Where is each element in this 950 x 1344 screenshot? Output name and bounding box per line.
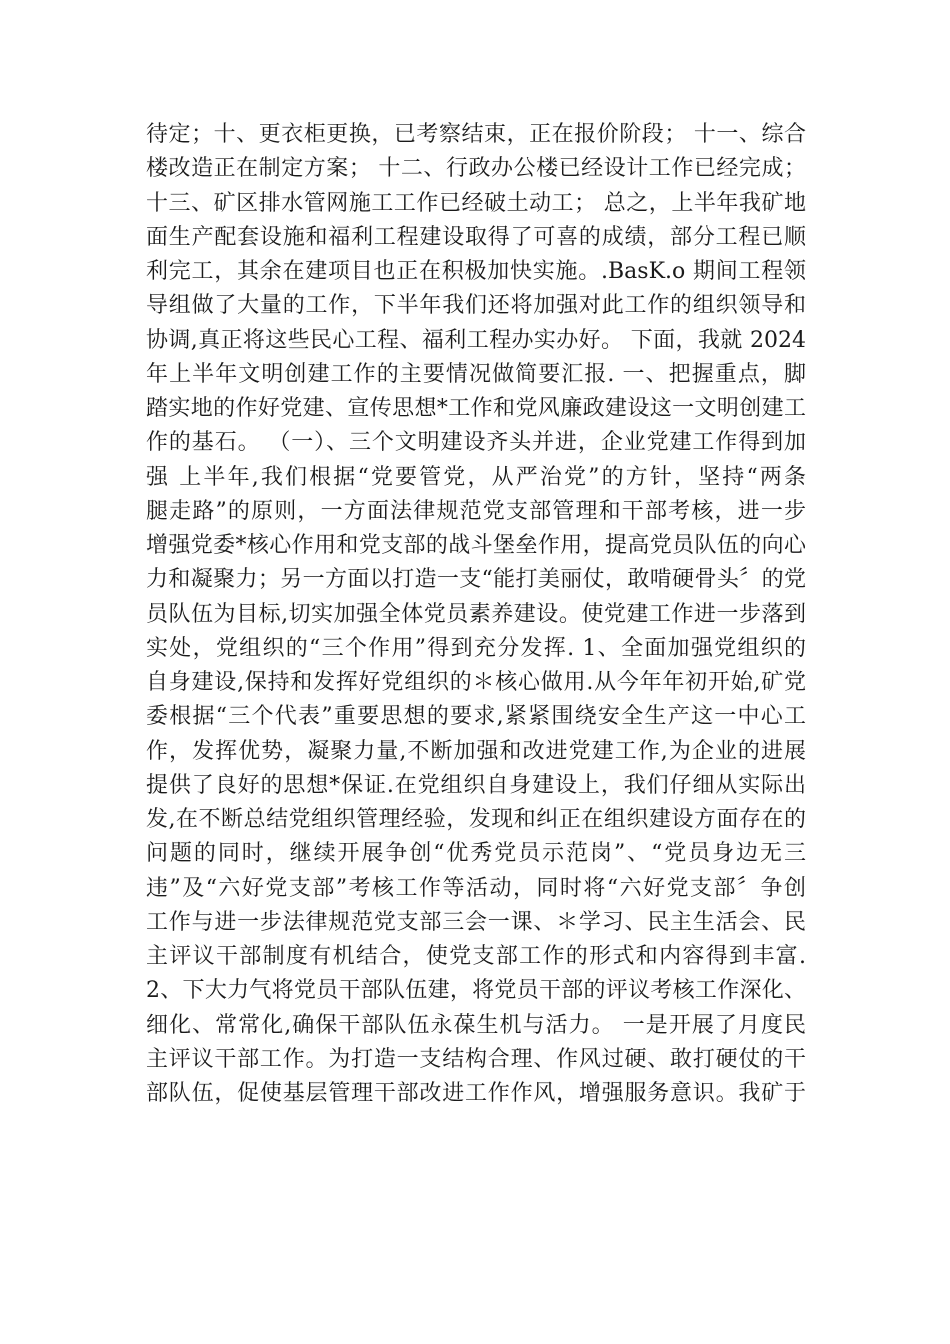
text-line: 实处，党组织的“三个作用”得到充分发挥. 1、全面加强党组织的 [146,635,806,661]
text-line: 踏实地的作好党建、宣传思想*工作和党风廉政建设这一文明创建工 [146,396,806,421]
text-line: 作，发挥优势，凝聚力量,不断加强和改进党建工作,为企业的进展 [146,738,806,764]
text-line: 导组做了大量的工作，下半年我们还将加强对此工作的组织领导和 [146,293,806,319]
text-line: 面生产配套设施和福利工程建设取得了可喜的成绩，部分工程已顺 [146,224,806,250]
text-line: 违”及“六好党支部”考核工作等活动，同时将“六好党支部〞争创 [146,875,806,901]
text-line: 腿走路”的原则，一方面法律规范党支部管理和干部考核，进一步 [146,498,806,524]
text-line: 细化、常常化,确保干部队伍永葆生机与活力。 一是开展了月度民 [146,1012,806,1038]
text-line: 利完工，其余在建项目也正在积极加快实施。.BasK.o 期间工程领 [146,259,806,284]
text-line: 主评议干部制度有机结合，使党支部工作的形式和内容得到丰富. [146,944,806,969]
text-line: 提供了良好的思想*保证.在党组织自身建设上，我们仔细从实际出 [146,772,806,798]
text-line: 十三、矿区排水管网施工工作已经破土动工； 总之，上半年我矿地 [146,190,806,216]
text-line: 自身建设,保持和发挥好党组织的＊核心做用.从今年年初开始,矿党 [146,670,806,695]
text-line: 委根据“三个代表”重要思想的要求,紧紧围绕安全生产这一中心工 [146,704,806,730]
text-line: 楼改造正在制定方案； 十二、行政办公楼已经设计工作已经完成； [146,156,806,182]
text-line: 力和凝聚力；另一方面以打造一支“能打美丽仗，敢啃硬骨头〞的党 [146,567,806,593]
text-line: 协调,真正将这些民心工程、福利工程办实办好。 下面，我就 2024 [146,327,806,353]
text-line: 员队伍为目标,切实加强全体党员素养建设。使党建工作进一步落到 [146,601,806,627]
text-line: 强 上半年,我们根据“党要管党，从严治党”的方针，坚持“两条 [146,464,806,490]
text-line: 2、下大力气将党员干部队伍建，将党员干部的评议考核工作深化、 [146,978,806,1004]
text-line: 问题的同时，继续开展争创“优秀党员示范岗”、“党员身边无三 [146,841,806,867]
text-line: 增强党委*核心作用和党支部的战斗堡垒作用，提高党员队伍的向心 [146,533,806,558]
text-line: 作的基石。 （一）、三个文明建设齐头并进，企业党建工作得到加 [146,430,806,456]
text-line: 年上半年文明创建工作的主要情况做简要汇报. 一、把握重点，脚 [146,361,806,387]
body-text [146,118,806,1111]
text-line: 部队伍，促使基层管理干部改进工作作风，增强服务意识。我矿于 [146,1081,806,1106]
text-line: 发,在不断总结党组织管理经验，发现和纠正在组织建设方面存在的 [146,807,806,832]
text-line: 待定；十、更衣柜更换，已考察结束，正在报价阶段； 十一、综合 [146,122,806,147]
text-line: 主评议干部工作。为打造一支结构合理、作风过硬、敢打硬仗的干 [146,1046,806,1072]
text-line: 工作与进一步法律规范党支部三会一课、＊学习、民主生活会、民 [146,909,806,935]
